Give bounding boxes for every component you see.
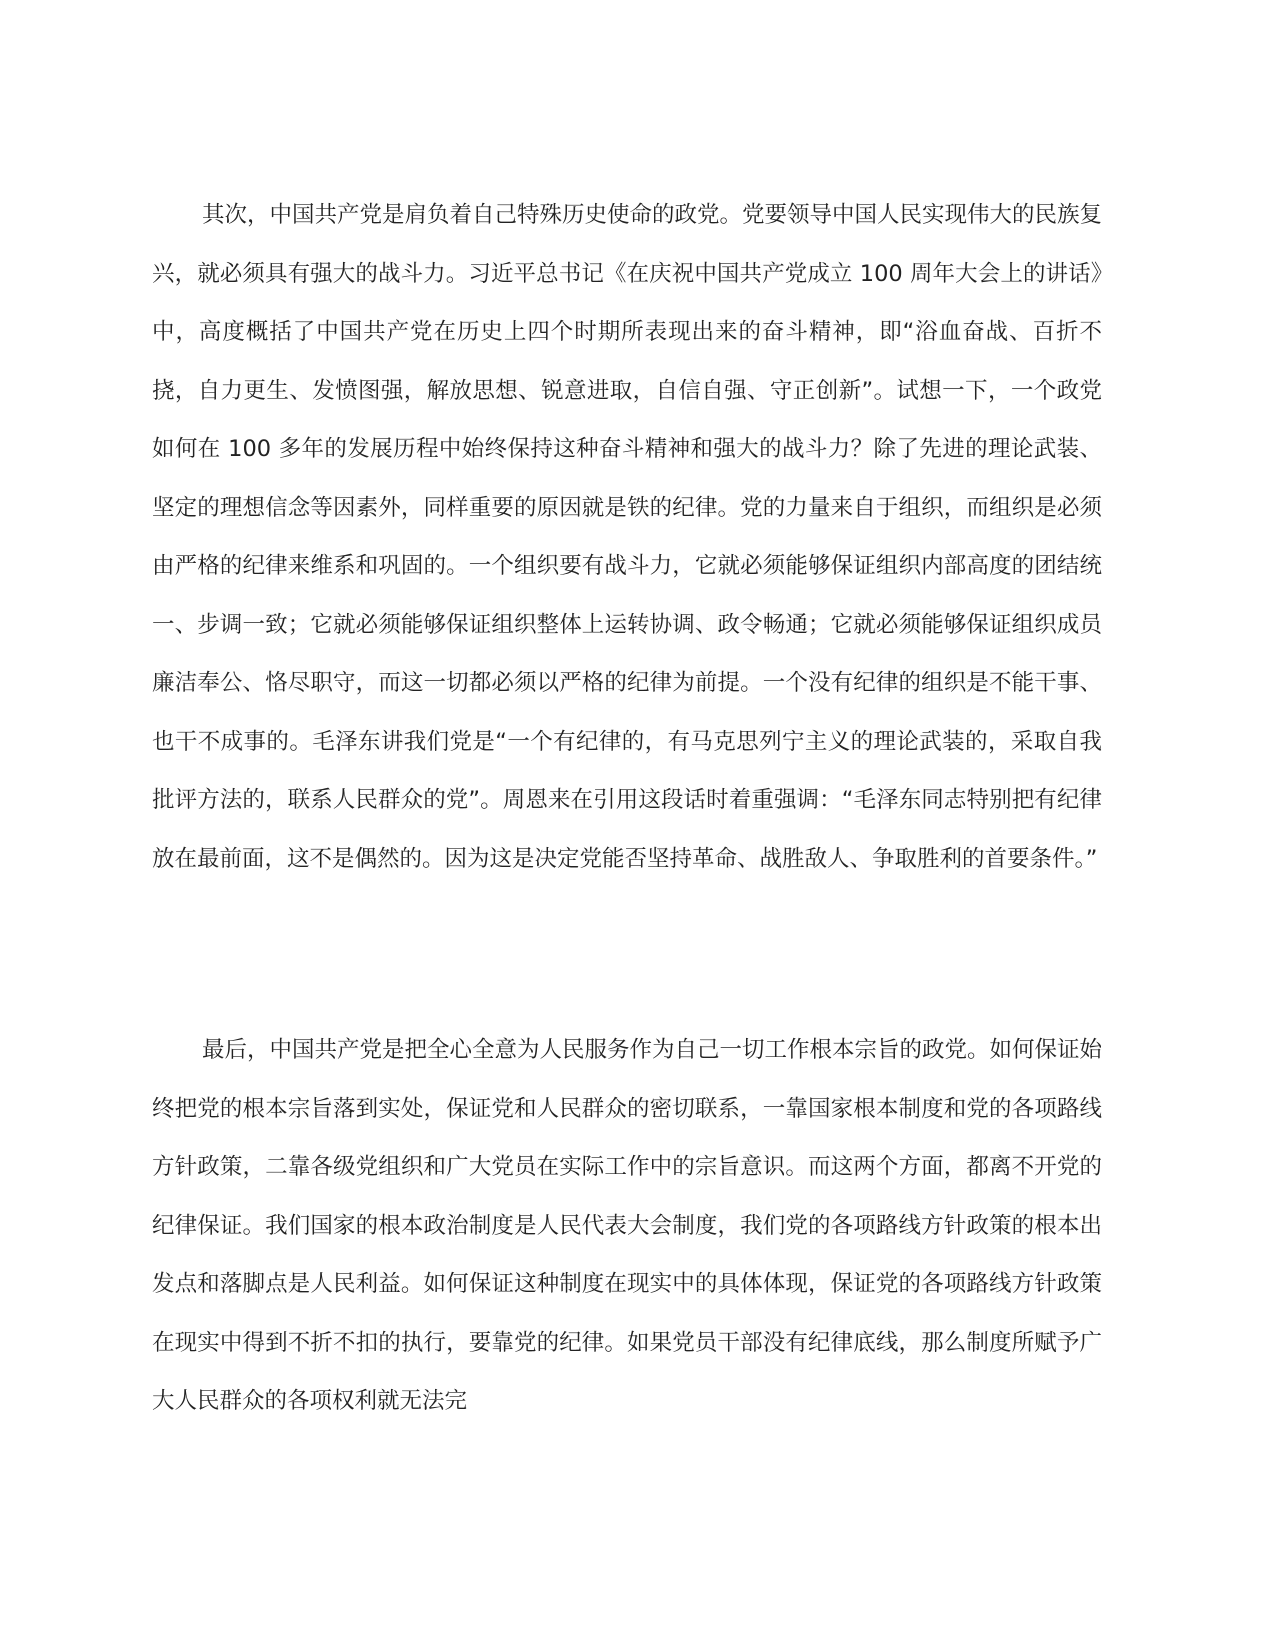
paragraph-party-serving-people: 最后，中国共产党是把全心全意为人民服务作为自己一切工作根本宗旨的政党。如何保证始终把党的根本宗旨落到实处，保证党和人民群众的密切联系，一靠国家根本制度和党的各项路线方针政策，二靠各级党组织和广大党员在实际工作中的宗旨意识。而这两个方面，都离不开党的纪律保证。我们国家的根本政治制度是人民代表大会制度，我们党的各项路线方针政策的根本出发点和落脚点是人民利益。如何保证这种制度在现实中的具体体现，保证党的各项路线方针政策在现实中得到不折不扣的执行，要靠党的纪律。如果党员干部没有纪律底线，那么制度所赋予广大人民群众的各项权利就无法完 <box>152 1037 1103 1414</box>
paragraph-party-discipline-combat-effectiveness: 其次，中国共产党是肩负着自己特殊历史使命的政党。党要领导中国人民实现伟大的民族复兴，就必须具有强大的战斗力。习近平总书记《在庆祝中国共产党成立 100 周年大会上的讲话》中，高度概括了中国共产党在历史上四个时期所表现出来的奋斗精神，即“浴血奋战、百折不挠，自力更生、发愤图强，解放思想、锐意进取，自信自强、守正创新”。试想一下，一个政党如何在 100 多年的发展历程中始终保持这种奋斗精神和强大的战斗力？除了先进的理论武装、坚定的理想信念等因素外，同样重要的原因就是铁的纪律。党的力量来自于组织，而组织是必须由严格的纪律来维系和巩固的。一个组织要有战斗力，它就必须能够保证组织内部高度的团结统一、步调一致；它就必须能够保证组织整体上运转协调、政令畅通；它就必须能够保证组织成员廉洁奉公、恪尽职守，而这一切都必须以严格的纪律为前提。一个没有纪律的组织是不能干事、也干不成事的。毛泽东讲我们党是“一个有纪律的，有马克思列宁主义的理论武装的，采取自我批评方法的，联系人民群众的党”。周恩来在引用这段话时着重强调：“毛泽东同志特别把有纪律放在最前面，这不是偶然的。因为这是决定党能否坚持革命、战胜敌人、争取胜利的首要条件。” <box>152 202 1103 872</box>
